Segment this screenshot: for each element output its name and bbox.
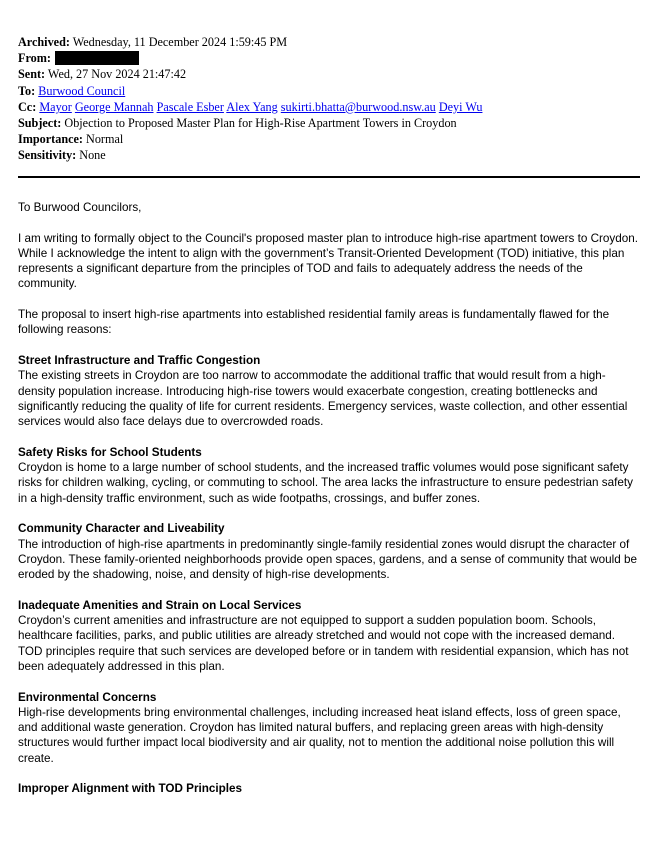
greeting: To Burwood Councilors, bbox=[18, 201, 142, 214]
section-title: Inadequate Amenities and Strain on Local Services bbox=[18, 598, 302, 612]
sent-value: Wed, 27 Nov 2024 21:47:42 bbox=[47, 67, 187, 82]
to-recipient-link[interactable]: Burwood Council bbox=[38, 83, 126, 98]
sent-label: Sent: bbox=[18, 67, 46, 82]
section-title: Environmental Concerns bbox=[18, 690, 157, 704]
section-text: High-rise developments bring environmental challenges, including increased heat island effects, loss of green space, and additional waste generation. Croydon has limited natural buffers, and replacing green areas with high-density structures would further impact local biodiversity and air quality, not to mention the additional noise pollution this will create. bbox=[18, 705, 621, 765]
section-title: Safety Risks for School Students bbox=[18, 445, 202, 459]
section-text: Croydon’s current amenities and infrastructure are not equipped to support a sudden population boom. Schools, healthcare facilities, parks, and public utilities are already stretched and would not cope with the increased demand. TOD principles require that such services are developed before or in tandem with residential expansion, which has not been adequately addressed in this plan. bbox=[18, 614, 629, 673]
section-text: Croydon is home to a large number of school students, and the increased traffic volumes would pose significant safety risks for children walking, cycling, or commuting to school. The area lacks the infrastructure to ensure pedestrian safety in a high-density traffic environment, such as wide footpaths, crossings, and buffer zones. bbox=[18, 461, 633, 505]
sensitivity-row bbox=[18, 147, 640, 163]
from-row bbox=[18, 50, 640, 66]
cc-recipient-link[interactable]: sukirti.bhatta@burwood.nsw.au bbox=[280, 99, 436, 114]
to-label: To: bbox=[18, 83, 36, 98]
to-row bbox=[18, 83, 640, 99]
archived-value: Wednesday, 11 December 2024 1:59:45 PM bbox=[72, 35, 288, 49]
subject-value: Objection to Proposed Master Plan for High-Rise Apartment Towers in Croydon bbox=[64, 116, 457, 131]
email-header bbox=[18, 34, 640, 164]
section-title: Street Infrastructure and Traffic Congestion bbox=[18, 353, 261, 367]
section-safety-risks bbox=[18, 445, 642, 506]
cc-label: Cc: bbox=[18, 99, 37, 114]
importance-value: Normal bbox=[86, 132, 124, 147]
section-street-infrastructure bbox=[18, 353, 642, 429]
cc-recipient-link[interactable]: Mayor bbox=[39, 99, 72, 114]
from-label: From: bbox=[18, 51, 51, 66]
cc-row bbox=[18, 99, 640, 115]
section-community-character bbox=[18, 521, 642, 582]
cc-recipient-link[interactable]: Pascale Esber bbox=[156, 99, 224, 114]
section-text: The introduction of high-rise apartments in predominantly single-family residential zones would disrupt the character of Croydon. These family-oriented neighborhoods provide open spaces, gardens, and a sense of community that would be eroded by the shadowing, noise, and density of high-rise developments. bbox=[18, 537, 637, 582]
redacted-sender bbox=[55, 51, 139, 65]
cc-recipient-link[interactable]: Deyi Wu bbox=[438, 99, 483, 114]
sensitivity-value: None bbox=[79, 148, 106, 163]
archived-label: Archived: bbox=[18, 35, 70, 49]
importance-row bbox=[18, 131, 640, 147]
cc-recipient-link[interactable]: Alex Yang bbox=[226, 99, 278, 114]
sent-row bbox=[18, 66, 640, 82]
section-title: Community Character and Liveability bbox=[18, 522, 225, 536]
section-inadequate-amenities bbox=[18, 598, 642, 674]
importance-label: Importance: bbox=[18, 132, 83, 147]
intro-paragraph: I am writing to formally object to the Council's proposed master plan to introduce high-rise apartment towers to Croydon. While I acknowledge the intent to align with the government’s Transit-Oriented Development (TOD) initiative, this plan represents a significant departure from the principles of TOD and fails to adequately address the needs of the community. bbox=[18, 231, 639, 291]
section-tod-alignment bbox=[18, 781, 642, 796]
archived-row bbox=[18, 34, 640, 50]
sensitivity-label: Sensitivity: bbox=[18, 148, 77, 163]
subject-label: Subject: bbox=[18, 116, 62, 131]
subject-row bbox=[18, 115, 640, 131]
section-title: Improper Alignment with TOD Principles bbox=[18, 782, 243, 796]
email-body bbox=[18, 200, 642, 812]
section-text: The existing streets in Croydon are too narrow to accommodate the additional traffic that would result from a high-density population increase. Introducing high-rise towers would exacerbate congestion, creating bottlenecks and significantly reducing the quality of life for current residents. Emergency services, waste collection, and other essential services would also face delays due to overcrowded roads. bbox=[18, 369, 628, 429]
reasons-intro-paragraph: The proposal to insert high-rise apartments into established residential family areas is fundamentally flawed for the following reasons: bbox=[18, 308, 610, 337]
section-environmental-concerns bbox=[18, 690, 642, 766]
header-divider bbox=[18, 176, 640, 178]
cc-recipient-link[interactable]: George Mannah bbox=[74, 99, 154, 114]
